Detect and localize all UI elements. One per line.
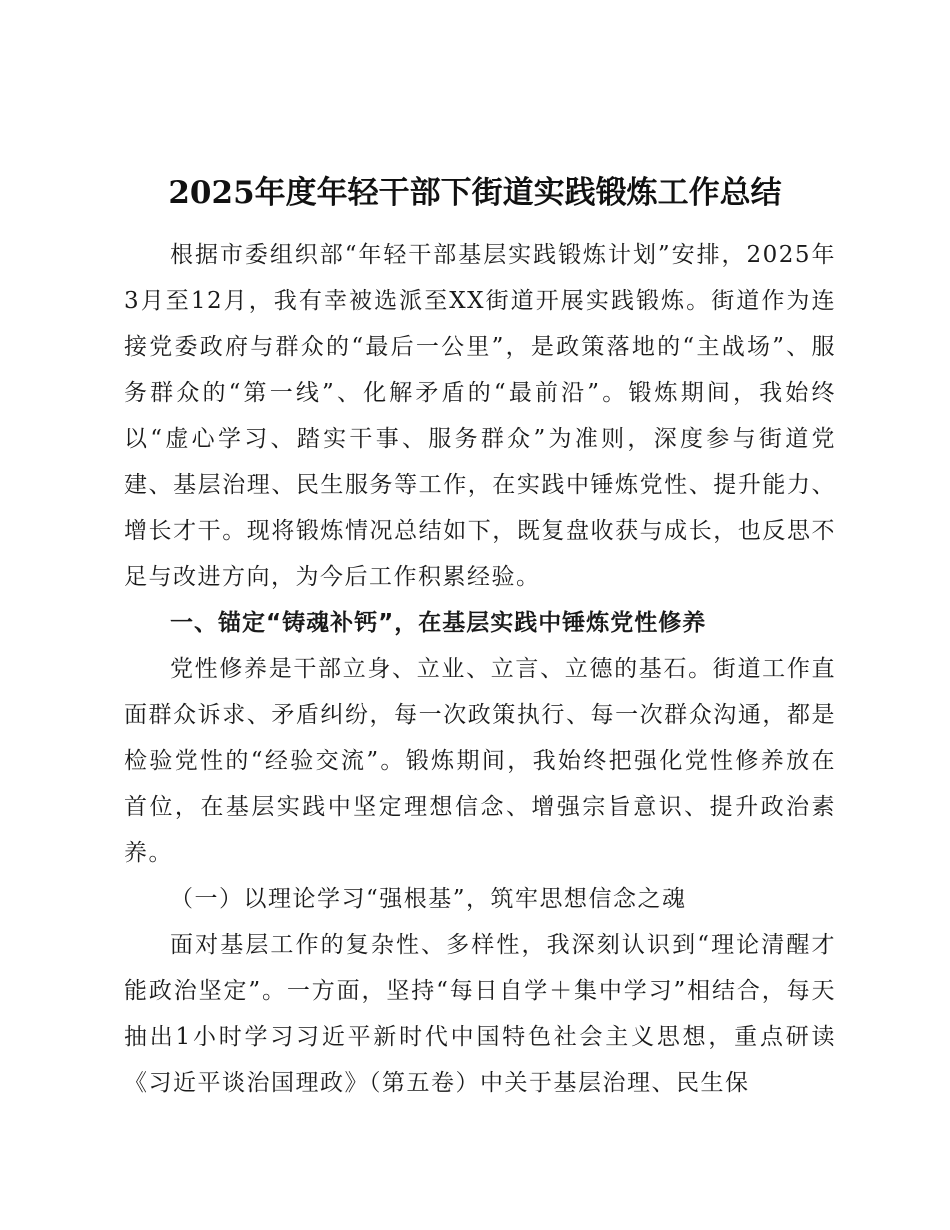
paragraph-section-1: 党性修养是干部立身、立业、立言、立德的基石。街道工作直面群众诉求、矛盾纠纷，每一次政策执行、每一次群众沟通，都是检验党性的“经验交流”。锻炼期间，我始终把强化党性修养放在首位，在基层实践中坚定理想信念、增强宗旨意识、提升政治素养。	[124, 656, 836, 866]
paragraph-subsection-1: 面对基层工作的复杂性、多样性，我深刻认识到“理论清醒才能政治坚定”。一方面，坚持“每日自学＋集中学习”相结合，每天抽出1小时学习习近平新时代中国特色社会主义思想，重点研读《习近平谈治国理政》（第五卷）中关于基层治理、民生保	[124, 932, 836, 1096]
document-title: 2025年度年轻干部下街道实践锻炼工作总结	[168, 175, 782, 211]
paragraph-intro: 根据市委组织部“年轻干部基层实践锻炼计划”安排，2025年3月至12月，我有幸被选派至XX街道开展实践锻炼。街道作为连接党委政府与群众的“最后一公里”，是政策落地的“主战场”、服务群众的“第一线”、化解矛盾的“最前沿”。锻炼期间，我始终以“虚心学习、踏实干事、服务群众”为准则，深度参与街道党建、基层治理、民生服务等工作，在实践中锤炼党性、提升能力、增长才干。现将锻炼情况总结如下，既复盘收获与成长，也反思不足与改进方向，为今后工作积累经验。	[124, 242, 836, 590]
document-body	[124, 232, 836, 1106]
section-heading-1: 一、锚定“铸魂补钙”，在基层实践中锤炼党性修养	[170, 610, 707, 636]
subsection-heading-1: （一）以理论学习“强根基”，筑牢思想信念之魂	[170, 886, 687, 912]
